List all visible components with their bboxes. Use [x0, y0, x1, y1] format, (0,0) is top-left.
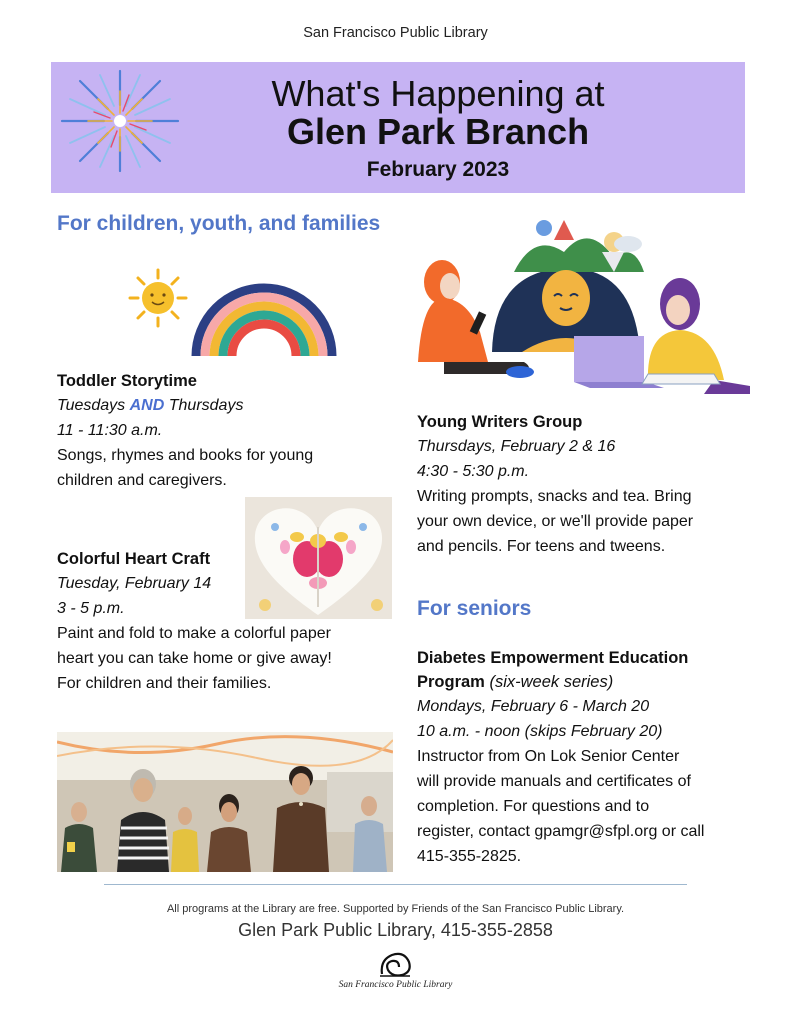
writers-date: Thursdays, February 2 & 16 — [417, 438, 616, 455]
diabetes-title-program: Program — [417, 673, 485, 691]
writers-desc-3: and pencils. For teens and tweens. — [417, 538, 666, 555]
toddler-days-part1: Tuesdays — [57, 397, 130, 414]
writers-desc-2: your own device, or we'll provide paper — [417, 513, 694, 530]
toddler-desc-1: Songs, rhymes and books for young — [57, 447, 314, 464]
heart-title: Colorful Heart Craft — [57, 550, 211, 568]
section-heading-children: For children, youth, and families — [57, 212, 381, 235]
heart-desc-3: For children and their families. — [57, 675, 272, 692]
heart-time: 3 - 5 p.m. — [57, 600, 125, 617]
toddler-title: Toddler Storytime — [57, 372, 197, 390]
event-heart-craft — [57, 547, 387, 696]
sfpl-logo-text: San Francisco Public Library — [338, 980, 453, 990]
seniors-dance-photo — [57, 732, 393, 872]
footer-branch-contact: Glen Park Public Library, 415-355-2858 — [238, 920, 553, 940]
section-heading-seniors: For seniors — [417, 597, 532, 620]
sun-rainbow-illustration — [128, 266, 338, 358]
diabetes-time: 10 a.m. - noon (skips February 20) — [417, 723, 663, 740]
writers-title: Young Writers Group — [417, 413, 583, 431]
diabetes-title-2 — [417, 670, 767, 694]
writers-desc-1: Writing prompts, snacks and tea. Bring — [417, 488, 692, 505]
heart-desc-1: Paint and fold to make a colorful paper — [57, 625, 331, 642]
event-toddler-storytime — [57, 369, 397, 493]
diabetes-date: Mondays, February 6 - March 20 — [417, 698, 650, 715]
heart-date: Tuesday, February 14 — [57, 575, 212, 592]
event-diabetes-program — [417, 646, 767, 869]
heart-desc-2: heart you can take home or give away! — [57, 650, 332, 667]
banner-title-line1: What's Happening at — [271, 73, 605, 114]
young-writers-illustration — [414, 212, 750, 394]
toddler-days-and: AND — [129, 397, 165, 414]
diabetes-desc-3: completion. For questions and to — [417, 798, 650, 815]
org-name: San Francisco Public Library — [303, 25, 488, 41]
firework-illustration — [58, 65, 186, 177]
banner-month: February 2023 — [366, 158, 510, 181]
toddler-time: 11 - 11:30 a.m. — [57, 422, 163, 439]
toddler-desc-2: children and caregivers. — [57, 472, 227, 489]
toddler-days — [57, 393, 397, 418]
diabetes-desc-2: will provide manuals and certificates of — [417, 773, 691, 790]
diabetes-title-1: Diabetes Empowerment Education — [417, 649, 689, 667]
footer-note: All programs at the Library are free. Supported by Friends of the San Francisco Public Library. — [166, 903, 625, 915]
footer-divider — [104, 884, 687, 885]
toddler-days-part2: Thursdays — [164, 397, 244, 414]
sfpl-logo-icon — [378, 950, 412, 978]
diabetes-desc-4: register, contact gpamgr@sfpl.org or call — [417, 823, 705, 840]
event-young-writers — [417, 410, 757, 559]
banner-title-line2: Glen Park Branch — [286, 111, 590, 152]
diabetes-desc-5: 415-355-2825. — [417, 848, 522, 865]
diabetes-desc-1: Instructor from On Lok Senior Center — [417, 748, 680, 765]
writers-time: 4:30 - 5:30 p.m. — [417, 463, 530, 480]
seniors-dance-image — [57, 732, 393, 872]
diabetes-series: (six-week series) — [484, 673, 614, 691]
